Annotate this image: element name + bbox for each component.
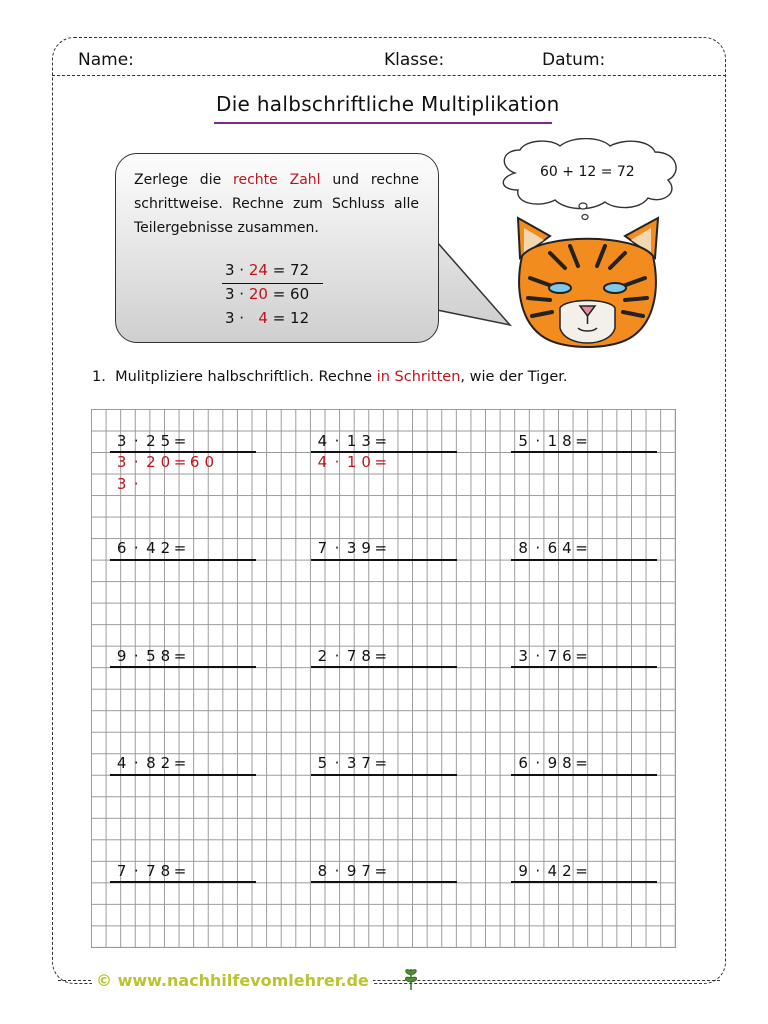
problem-underline [511,559,657,561]
problem-digit: = [575,431,588,450]
problem-digit: 9 [361,539,371,558]
problem-digit: = [173,861,187,880]
problem-digit: 8 [518,539,528,558]
problem-digit: · [133,861,139,880]
problem-digit: · [133,754,139,773]
tiger-illustration [510,208,665,358]
problem-digit: · [535,431,541,450]
problem-underline [110,774,256,776]
problem-digit: = [374,861,388,880]
problem-underline [511,774,657,776]
problem-digit: = [575,646,588,665]
example-digit: 1 [346,453,357,472]
equation-main: 3 · 24 = 72 [225,261,310,279]
problem-digit: 8 [361,646,371,665]
problem-digit: 8 [160,861,171,880]
example-digit: = [173,453,187,472]
problem-digit: 3 [518,646,528,665]
problem-digit: 2 [160,539,171,558]
problem-digit: 9 [518,861,528,880]
leaf-icon [400,965,422,991]
problem-digit: 3 [116,431,127,450]
footer-url: © www.nachhilfevomlehrer.de [92,971,373,990]
problem-digit: 9 [346,861,357,880]
problem-digit: = [575,861,588,880]
problem-digit: · [334,539,340,558]
task-instruction: 1. Mulitpliziere halbschriftlich. Rechne in Schritten, wie der Tiger. [92,369,568,385]
problem-digit: · [133,539,139,558]
problem-digit: 8 [146,754,156,773]
instruction-text: Zerlege die rechte Zahl und rechne schrittweise. Rechne zum Schluss alle Teilergebnisse zusammen. [134,172,419,236]
problem-digit: 2 [562,861,572,880]
problem-digit: · [535,539,541,558]
example-digit: · [133,453,139,472]
thought-equation: 60 + 12 = 72 [540,164,635,180]
problem-digit: 8 [160,646,171,665]
problem-digit: = [575,539,588,558]
problem-digit: 6 [518,754,528,773]
problem-underline [110,559,256,561]
problem-underline [110,881,256,883]
problem-underline [511,666,657,668]
problem-digit: 4 [547,861,558,880]
problem-underline [110,666,256,668]
problem-digit: 1 [547,431,558,450]
problem-digit: 4 [562,539,572,558]
example-digit: 0 [204,453,215,472]
date-label: Datum: [542,50,606,70]
problem-digit: 6 [116,539,127,558]
problem-digit: 5 [317,754,328,773]
problem-digit: 3 [346,539,357,558]
problem-digit: 3 [346,754,357,773]
problem-digit: 4 [146,539,156,558]
problem-underline [511,451,657,453]
problem-digit: · [334,861,340,880]
example-digit: = [374,453,388,472]
problem-digit: 4 [317,431,328,450]
problem-digit: 2 [146,431,156,450]
example-digit: 0 [361,453,371,472]
problem-digit: 7 [346,646,357,665]
problem-digit: · [535,754,541,773]
problem-underline [311,666,457,668]
problem-digit: 5 [146,646,156,665]
problem-digit: 7 [146,861,156,880]
example-digit: 3 [116,453,127,472]
problem-digit: 7 [361,754,371,773]
problem-digit: 1 [346,431,357,450]
problem-digit: 7 [116,861,127,880]
problem-digit: 8 [562,754,572,773]
example-digit: 4 [317,453,328,472]
equation-divider [222,283,323,284]
page-title: Die halbschriftliche Multiplikation [216,92,560,116]
example-digit: · [133,474,139,493]
name-label: Name: [78,50,134,70]
problem-digit: = [374,646,388,665]
problem-digit: · [334,646,340,665]
equation-step-2: 3 · 4 = 12 [225,309,310,327]
problem-digit: 2 [317,646,328,665]
problem-digit: = [374,539,388,558]
problem-digit: · [334,754,340,773]
problem-underline [311,881,457,883]
problem-digit: 9 [547,754,558,773]
problem-digit: = [374,754,388,773]
header-divider [52,75,726,76]
problem-digit: 8 [562,431,572,450]
problem-digit: 7 [547,646,558,665]
problem-digit: = [173,754,187,773]
problem-digit: 5 [160,431,171,450]
class-label: Klasse: [384,50,445,70]
problem-digit: 7 [361,861,371,880]
problem-digit: = [374,431,388,450]
problem-digit: 2 [160,754,171,773]
math-grid [91,409,676,948]
example-digit: 0 [160,453,171,472]
problem-digit: = [575,754,588,773]
problem-digit: = [173,431,187,450]
problem-digit: 8 [317,861,328,880]
problem-digit: · [535,646,541,665]
equation-step-1: 3 · 20 = 60 [225,285,310,303]
problem-digit: = [173,646,187,665]
problem-digit: · [133,646,139,665]
problem-digit: 6 [547,539,558,558]
problem-digit: = [173,539,187,558]
example-digit: 2 [146,453,156,472]
problem-digit: 6 [562,646,572,665]
problem-digit: 5 [518,431,528,450]
problem-underline [311,774,457,776]
example-digit: · [334,453,340,472]
problem-digit: 7 [317,539,328,558]
example-digit: 6 [189,453,200,472]
problem-underline [511,881,657,883]
problem-digit: 9 [116,646,127,665]
problem-digit: · [133,431,139,450]
title-underline [214,122,552,124]
example-digit: 3 [116,474,127,493]
problem-digit: 4 [116,754,127,773]
problem-digit: · [535,861,541,880]
problem-underline [311,559,457,561]
problem-digit: · [334,431,340,450]
problem-digit: 3 [361,431,371,450]
